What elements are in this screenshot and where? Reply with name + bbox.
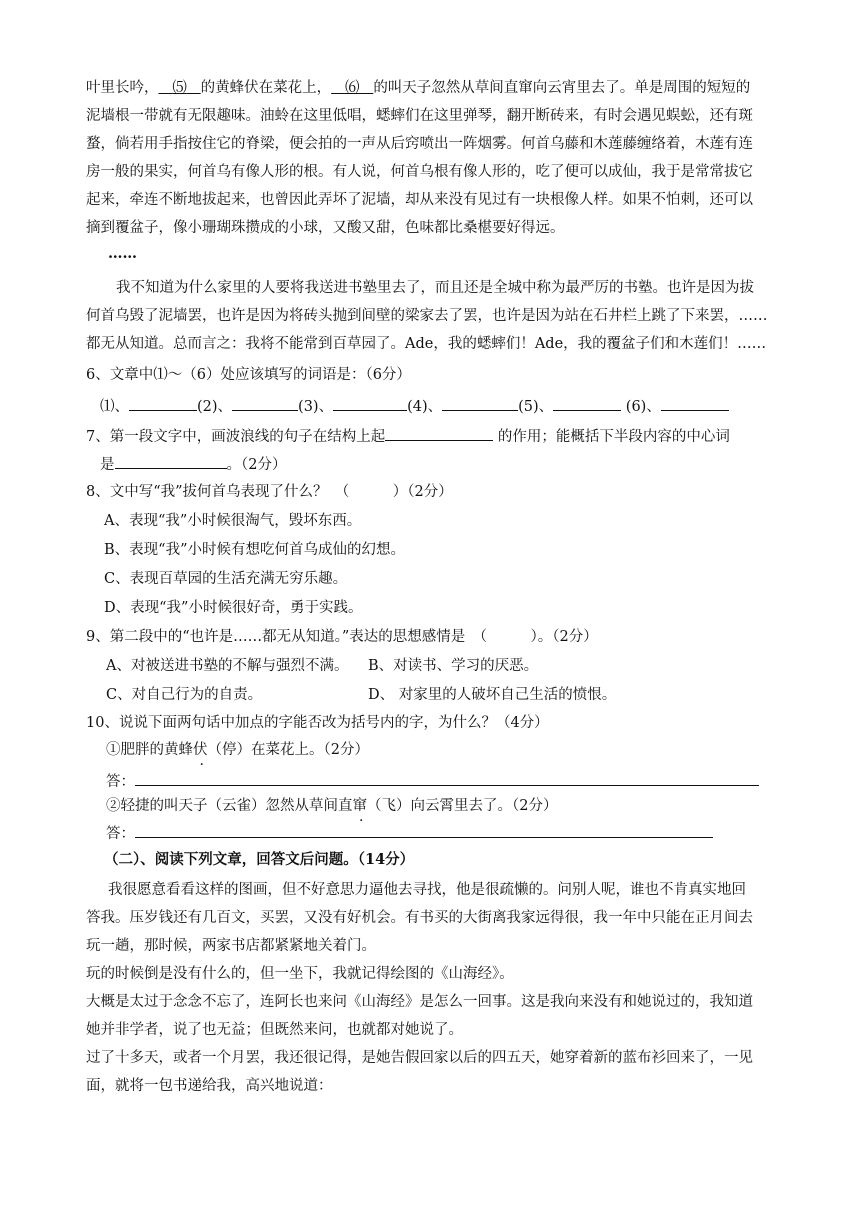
answer-blank[interactable] bbox=[661, 396, 729, 411]
blank-label: (6)、 bbox=[625, 399, 661, 415]
option-d: D、 对家里的人破坏自己生活的愤恨。 bbox=[368, 687, 617, 703]
answer-blank[interactable] bbox=[135, 823, 713, 838]
answer-line-1 bbox=[106, 771, 759, 792]
text-line bbox=[86, 78, 750, 98]
question-7 bbox=[86, 426, 730, 447]
option-a: A、对被送进书塾的不解与强烈不满。 bbox=[106, 658, 349, 674]
blank-label: (4)、 bbox=[407, 399, 443, 415]
sentence-1 bbox=[106, 740, 369, 760]
question-8: 8、文中写“我”拔何首乌表现了什么？ （ ）（2分） bbox=[86, 484, 453, 500]
text-line: 起来，牵连不断地拔起来，也曾因此弄坏了泥墙，却从来没有见过有一块根像人样。如果不怕刺，还可以 bbox=[86, 192, 753, 208]
question-6: 6、文章中⑴～（6）处应该填写的词语是：（6分） bbox=[86, 367, 411, 383]
text-fragment: ①肥胖的黄蜂 bbox=[106, 742, 193, 758]
answer-blank[interactable] bbox=[232, 396, 298, 411]
text-fragment: 是 bbox=[100, 457, 115, 473]
text-fragment: （飞）向云霄里去了。（2分） bbox=[367, 798, 558, 814]
dotted-char: 窜 bbox=[352, 798, 367, 814]
text-line: 答我。压岁钱还有几百文，买罢，又没有好机会。有书买的大街离我家远得很，我一年中只能在正月间去 bbox=[86, 910, 753, 926]
answer-blank[interactable] bbox=[385, 426, 493, 441]
answer-blank[interactable] bbox=[333, 396, 407, 411]
text-line: 摘到覆盆子，像小珊瑚珠攒成的小球，又酸又甜，色味都比桑椹要好得远。 bbox=[86, 220, 565, 236]
option-b: B、表现“我”小时候有想吃何首乌成仙的幻想。 bbox=[104, 542, 405, 558]
text-fragment: 的作用；能概括下半段内容的中心词 bbox=[493, 429, 730, 445]
blank-6 bbox=[331, 80, 373, 96]
option-b: B、对读书、学习的厌恶。 bbox=[368, 658, 539, 674]
blank-5 bbox=[159, 80, 201, 96]
answer-label: 答： bbox=[106, 826, 135, 842]
text-line: 过了十多天，或者一个月罢，我还很记得，是她告假回家以后的四五天，她穿着新的蓝布衫回来了，一见 bbox=[86, 1050, 753, 1066]
text-line: 她并非学者，说了也无益；但既然来问，也就都对她说了。 bbox=[86, 1022, 463, 1038]
blank-label: (2)、 bbox=[197, 399, 233, 415]
answer-blank[interactable] bbox=[115, 454, 227, 469]
text-fragment: 7、第一段文字中，画波浪线的句子在结构上起 bbox=[86, 429, 386, 445]
option-c: C、表现百草园的生活充满无穷乐趣。 bbox=[104, 571, 348, 587]
text-line: 玩的时候倒是没有什么的，但一坐下，我就记得绘图的《山海经》。 bbox=[86, 966, 514, 982]
sentence-2 bbox=[106, 796, 557, 816]
blank-number: ⑹ bbox=[344, 80, 360, 96]
text-line: 房一般的果实，何首乌有像人形的根。有人说，何首乌根有像人形的，吃了便可以成仙，我于是常常拔它 bbox=[86, 164, 753, 180]
question-9: 9、第二段中的“也许是……都无从知道。”表达的思想感情是 （ ）。（2分） bbox=[86, 629, 598, 645]
option-d: D、表现“我”小时候很好奇，勇于实践。 bbox=[104, 600, 363, 616]
question-10: 10、说说下面两句话中加点的字能否改为括号内的字，为什么？（4分） bbox=[86, 715, 549, 731]
text-line: 我不知道为什么家里的人要将我送进书塾里去了，而且还是全城中称为最严厉的书塾。也许是因为拔 bbox=[116, 280, 754, 296]
answer-blank[interactable] bbox=[129, 396, 197, 411]
option-c: C、对自己行为的自责。 bbox=[106, 687, 263, 703]
question-6-blanks bbox=[100, 396, 729, 417]
blank-label: (3)、 bbox=[298, 399, 334, 415]
section-heading: （二）、阅读下列文章，回答文后问题。（14分） bbox=[104, 851, 415, 868]
answer-blank[interactable] bbox=[553, 396, 621, 411]
text-line: 大概是太过于念念不忘了，连阿长也来问《山海经》是怎么一回事。这是我向来没有和她说过的，我知道 bbox=[86, 994, 753, 1010]
text-line: 泥墙根一带就有无限趣味。油蛉在这里低唱，蟋蟀们在这里弹琴，翻开断砖来，有时会遇见蜈蚣，还有斑 bbox=[86, 108, 753, 124]
question-7-cont bbox=[100, 454, 286, 475]
text-line: 都无从知道。总而言之：我将不能常到百草园了。Ade，我的蟋蟀们！Ade，我的覆盆子们和木莲们！…… bbox=[86, 336, 767, 352]
ellipsis: …… bbox=[108, 245, 137, 262]
answer-line-2 bbox=[106, 823, 713, 844]
text-fragment: 的叫天子忽然从草间直窜向云宵里去了。单是周围的短短的 bbox=[373, 80, 751, 96]
blank-number: ⑸ bbox=[172, 80, 187, 96]
dotted-char: 伏 bbox=[193, 742, 208, 758]
text-line: 何首乌毁了泥墙罢，也许是因为将砖头抛到间壁的梁家去了罢，也许是因为站在石井栏上跳了下来罢，…… bbox=[86, 308, 768, 324]
text-line: 我很愿意看看这样的图画，但不好意思力逼他去寻找，他是很疏懒的。问别人呢，谁也不肯真实地回 bbox=[108, 882, 746, 898]
text-fragment: 叶里长吟， bbox=[86, 80, 159, 96]
answer-blank[interactable] bbox=[442, 396, 518, 411]
answer-blank[interactable] bbox=[135, 771, 759, 786]
answer-label: 答： bbox=[106, 774, 135, 790]
option-a: A、表现“我”小时候很淘气，毁坏东西。 bbox=[104, 513, 362, 529]
text-fragment: （停）在菜花上。（2分） bbox=[207, 742, 369, 758]
text-fragment: 。（2分） bbox=[226, 457, 287, 473]
text-fragment: ②轻捷的叫天子（云雀）忽然从草间直 bbox=[106, 798, 353, 814]
blank-label: ⑴、 bbox=[100, 399, 129, 415]
text-line: 面，就将一包书递给我，高兴地说道： bbox=[86, 1078, 333, 1094]
text-line: 蝥，倘若用手指按住它的脊梁，便会拍的一声从后窍喷出一阵烟雾。何首乌藤和木莲藤缠络着，木莲有连 bbox=[86, 136, 753, 152]
text-fragment: 的黄蜂伏在菜花上， bbox=[200, 80, 332, 96]
blank-label: (5)、 bbox=[518, 399, 554, 415]
text-line: 玩一趟，那时候，两家书店都紧紧地关着门。 bbox=[86, 938, 376, 954]
